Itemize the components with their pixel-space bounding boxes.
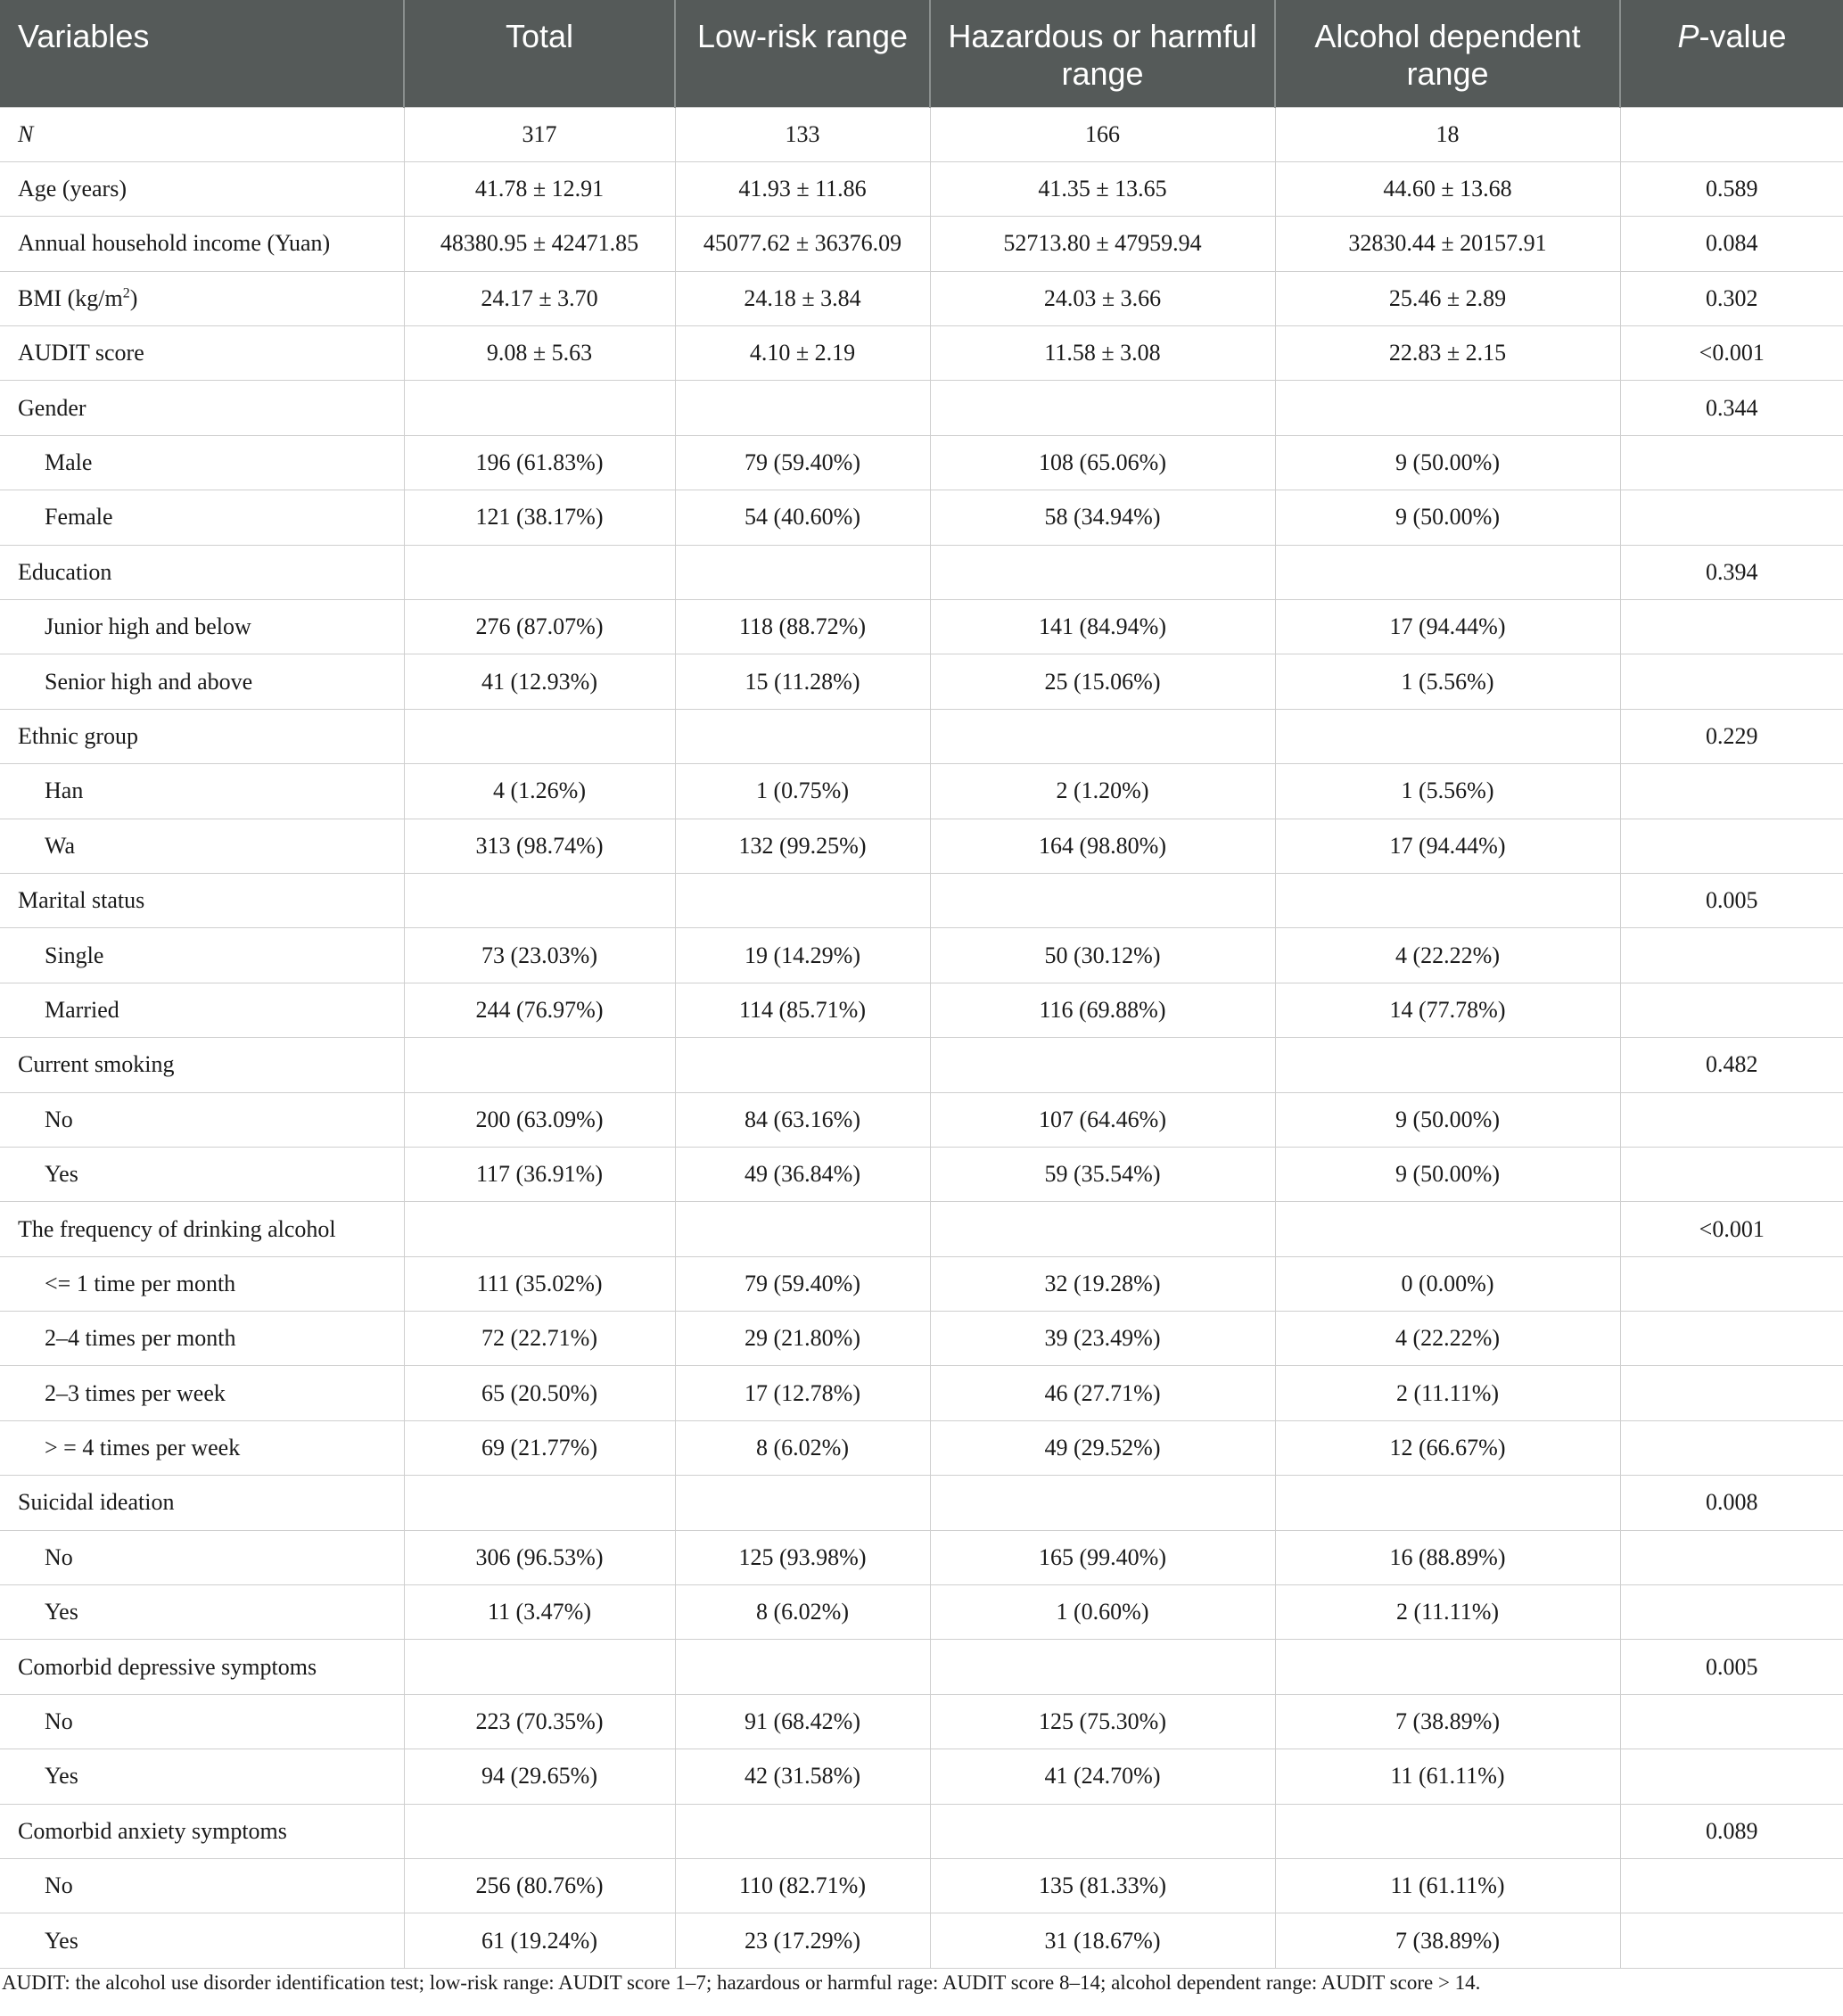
- hazardous-cell: 41 (24.70%): [930, 1749, 1275, 1804]
- variable-cell: [0, 709, 404, 763]
- variable-label: Age (years): [18, 176, 127, 202]
- p-value-cell: 0.589: [1620, 161, 1843, 216]
- hazardous-cell: 107 (64.46%): [930, 1092, 1275, 1147]
- p-value-cell: 0.302: [1620, 271, 1843, 325]
- low-risk-cell: 54 (40.60%): [675, 490, 930, 545]
- variable-label: Yes: [45, 1599, 78, 1625]
- dependent-cell: 18: [1275, 107, 1620, 161]
- variable-cell: [0, 873, 404, 927]
- variable-label: Female: [45, 504, 113, 531]
- dependent-cell: 2 (11.11%): [1275, 1585, 1620, 1640]
- hazardous-cell: 166: [930, 107, 1275, 161]
- dependent-cell: 22.83 ± 2.15: [1275, 326, 1620, 381]
- total-cell: [404, 381, 675, 435]
- table-row: [0, 654, 1843, 709]
- low-risk-cell: 133: [675, 107, 930, 161]
- variable-cell: [0, 1749, 404, 1804]
- dependent-cell: 17 (94.44%): [1275, 819, 1620, 873]
- variable-label: The frequency of drinking alcohol: [18, 1215, 336, 1242]
- total-cell: 41 (12.93%): [404, 654, 675, 709]
- low-risk-cell: 15 (11.28%): [675, 654, 930, 709]
- variable-cell: [0, 1859, 404, 1913]
- hazardous-cell: 2 (1.20%): [930, 764, 1275, 819]
- p-value-cell: 0.394: [1620, 545, 1843, 599]
- variable-label: No: [45, 1708, 73, 1735]
- header-variables: Variables: [0, 0, 404, 107]
- hazardous-cell: [930, 1640, 1275, 1694]
- variable-cell: [0, 1420, 404, 1475]
- p-value-cell: 0.089: [1620, 1804, 1843, 1858]
- dependent-cell: [1275, 873, 1620, 927]
- total-cell: 61 (19.24%): [404, 1913, 675, 1968]
- p-value-cell: [1620, 983, 1843, 1037]
- low-risk-cell: 8 (6.02%): [675, 1585, 930, 1640]
- variable-cell: [0, 161, 404, 216]
- hazardous-cell: 58 (34.94%): [930, 490, 1275, 545]
- dependent-cell: 9 (50.00%): [1275, 435, 1620, 490]
- table-row: [0, 764, 1843, 819]
- hazardous-cell: 39 (23.49%): [930, 1312, 1275, 1366]
- low-risk-cell: 19 (14.29%): [675, 928, 930, 983]
- dependent-cell: 0 (0.00%): [1275, 1256, 1620, 1311]
- variable-label: Suicidal ideation: [18, 1489, 175, 1516]
- dependent-cell: 7 (38.89%): [1275, 1694, 1620, 1749]
- header-p-value: [1620, 0, 1843, 107]
- low-risk-cell: [675, 873, 930, 927]
- dependent-cell: 4 (22.22%): [1275, 1312, 1620, 1366]
- hazardous-cell: 165 (99.40%): [930, 1530, 1275, 1584]
- dependent-cell: 9 (50.00%): [1275, 1147, 1620, 1201]
- p-value-cell: [1620, 1913, 1843, 1968]
- variable-label: Single: [45, 942, 104, 968]
- total-cell: [404, 1476, 675, 1530]
- low-risk-cell: [675, 1640, 930, 1694]
- table-row: [0, 1913, 1843, 1968]
- variable-label: Yes: [45, 1927, 78, 1954]
- variable-cell: [0, 654, 404, 709]
- total-cell: 276 (87.07%): [404, 600, 675, 654]
- low-risk-cell: 125 (93.98%): [675, 1530, 930, 1584]
- total-cell: 69 (21.77%): [404, 1420, 675, 1475]
- table-row: [0, 1859, 1843, 1913]
- p-value-cell: 0.005: [1620, 1640, 1843, 1694]
- variable-cell: [0, 1147, 404, 1201]
- hazardous-cell: 141 (84.94%): [930, 600, 1275, 654]
- variable-cell: [0, 271, 404, 325]
- dependent-cell: 4 (22.22%): [1275, 928, 1620, 983]
- variable-cell: [0, 490, 404, 545]
- low-risk-cell: 45077.62 ± 36376.09: [675, 217, 930, 271]
- total-cell: 256 (80.76%): [404, 1859, 675, 1913]
- variable-label: BMI (kg/m: [18, 284, 123, 311]
- dependent-cell: [1275, 1202, 1620, 1256]
- dependent-cell: 12 (66.67%): [1275, 1420, 1620, 1475]
- hazardous-cell: 164 (98.80%): [930, 819, 1275, 873]
- p-value-cell: [1620, 1256, 1843, 1311]
- low-risk-cell: [675, 1476, 930, 1530]
- variable-label: Senior high and above: [45, 668, 253, 695]
- variable-cell: [0, 1640, 404, 1694]
- variable-label: Junior high and below: [45, 613, 251, 640]
- variable-label: Married: [45, 996, 119, 1023]
- header-p-suffix: -value: [1699, 18, 1787, 54]
- total-cell: 111 (35.02%): [404, 1256, 675, 1311]
- variable-cell: [0, 1476, 404, 1530]
- p-value-cell: [1620, 1312, 1843, 1366]
- total-cell: [404, 1640, 675, 1694]
- total-cell: 48380.95 ± 42471.85: [404, 217, 675, 271]
- p-value-cell: [1620, 1366, 1843, 1420]
- hazardous-cell: [930, 1038, 1275, 1092]
- low-risk-cell: 41.93 ± 11.86: [675, 161, 930, 216]
- p-value-cell: [1620, 654, 1843, 709]
- variable-label: Current smoking: [18, 1051, 175, 1078]
- table-row: [0, 161, 1843, 216]
- total-cell: 41.78 ± 12.91: [404, 161, 675, 216]
- variable-label: Yes: [45, 1161, 78, 1188]
- low-risk-cell: 91 (68.42%): [675, 1694, 930, 1749]
- p-value-cell: [1620, 1585, 1843, 1640]
- variable-label-end: ): [129, 284, 138, 311]
- table-footnote: AUDIT: the alcohol use disorder identification test; low-risk range: AUDIT score 1–7; hazardous or harmful rage: AUDIT score 8–14; alcohol dependent range: AUDIT score > 14.: [2, 1971, 1481, 1994]
- variable-label: Annual household income (Yuan): [18, 230, 331, 257]
- variable-cell: [0, 1694, 404, 1749]
- hazardous-cell: 1 (0.60%): [930, 1585, 1275, 1640]
- hazardous-cell: 135 (81.33%): [930, 1859, 1275, 1913]
- dependent-cell: 9 (50.00%): [1275, 490, 1620, 545]
- total-cell: 24.17 ± 3.70: [404, 271, 675, 325]
- dependent-cell: 17 (94.44%): [1275, 600, 1620, 654]
- low-risk-cell: [675, 1202, 930, 1256]
- dependent-cell: 1 (5.56%): [1275, 654, 1620, 709]
- variable-cell: [0, 1312, 404, 1366]
- dependent-cell: [1275, 381, 1620, 435]
- table-row: [0, 1092, 1843, 1147]
- variable-cell: [0, 107, 404, 161]
- hazardous-cell: [930, 381, 1275, 435]
- variable-cell: [0, 1804, 404, 1858]
- total-cell: [404, 1804, 675, 1858]
- total-cell: 200 (63.09%): [404, 1092, 675, 1147]
- variable-cell: [0, 326, 404, 381]
- variable-label: Yes: [45, 1763, 78, 1790]
- p-value-cell: [1620, 928, 1843, 983]
- hazardous-cell: 31 (18.67%): [930, 1913, 1275, 1968]
- table-row: [0, 983, 1843, 1037]
- low-risk-cell: 1 (0.75%): [675, 764, 930, 819]
- hazardous-cell: 32 (19.28%): [930, 1256, 1275, 1311]
- total-cell: 65 (20.50%): [404, 1366, 675, 1420]
- p-value-cell: [1620, 1694, 1843, 1749]
- low-risk-cell: 4.10 ± 2.19: [675, 326, 930, 381]
- header-p-italic: P: [1677, 18, 1699, 54]
- low-risk-cell: 24.18 ± 3.84: [675, 271, 930, 325]
- low-risk-cell: 79 (59.40%): [675, 1256, 930, 1311]
- variable-label: Comorbid anxiety symptoms: [18, 1817, 287, 1844]
- dependent-cell: [1275, 545, 1620, 599]
- low-risk-cell: 118 (88.72%): [675, 600, 930, 654]
- table-row: [0, 1640, 1843, 1694]
- hazardous-cell: [930, 1202, 1275, 1256]
- dependent-cell: 1 (5.56%): [1275, 764, 1620, 819]
- hazardous-cell: [930, 1476, 1275, 1530]
- total-cell: [404, 1038, 675, 1092]
- header-low-risk: Low-risk range: [675, 0, 930, 107]
- variable-label: Comorbid depressive symptoms: [18, 1653, 317, 1680]
- low-risk-cell: 84 (63.16%): [675, 1092, 930, 1147]
- table-row: [0, 107, 1843, 161]
- total-cell: 94 (29.65%): [404, 1749, 675, 1804]
- hazardous-cell: 50 (30.12%): [930, 928, 1275, 983]
- p-value-cell: [1620, 600, 1843, 654]
- total-cell: [404, 873, 675, 927]
- variable-label: > = 4 times per week: [45, 1435, 241, 1461]
- variable-label: <= 1 time per month: [45, 1270, 236, 1296]
- hazardous-cell: 25 (15.06%): [930, 654, 1275, 709]
- hazardous-cell: [930, 1804, 1275, 1858]
- variable-label: Han: [45, 778, 84, 804]
- dependent-cell: 2 (11.11%): [1275, 1366, 1620, 1420]
- variable-cell: [0, 1585, 404, 1640]
- variable-cell: [0, 1038, 404, 1092]
- dependent-cell: 11 (61.11%): [1275, 1859, 1620, 1913]
- table-row: [0, 1366, 1843, 1420]
- total-cell: 4 (1.26%): [404, 764, 675, 819]
- table-row: [0, 1256, 1843, 1311]
- p-value-cell: [1620, 435, 1843, 490]
- table-row: [0, 1147, 1843, 1201]
- variable-cell: [0, 1366, 404, 1420]
- hazardous-cell: [930, 545, 1275, 599]
- dependent-cell: [1275, 1038, 1620, 1092]
- total-cell: 9.08 ± 5.63: [404, 326, 675, 381]
- table-row: [0, 1530, 1843, 1584]
- header-hazardous: Hazardous or harmful range: [930, 0, 1275, 107]
- variable-cell: [0, 381, 404, 435]
- dependent-cell: 44.60 ± 13.68: [1275, 161, 1620, 216]
- dependent-cell: 25.46 ± 2.89: [1275, 271, 1620, 325]
- low-risk-cell: [675, 381, 930, 435]
- hazardous-cell: 46 (27.71%): [930, 1366, 1275, 1420]
- variable-cell: [0, 1202, 404, 1256]
- variable-label: Education: [18, 558, 112, 585]
- total-cell: 117 (36.91%): [404, 1147, 675, 1201]
- low-risk-cell: 29 (21.80%): [675, 1312, 930, 1366]
- total-cell: 73 (23.03%): [404, 928, 675, 983]
- table-row: [0, 271, 1843, 325]
- total-cell: [404, 545, 675, 599]
- p-value-cell: <0.001: [1620, 326, 1843, 381]
- p-value-cell: [1620, 819, 1843, 873]
- total-cell: 313 (98.74%): [404, 819, 675, 873]
- header-row: [0, 0, 1843, 107]
- low-risk-cell: [675, 545, 930, 599]
- variable-label: Marital status: [18, 887, 145, 914]
- hazardous-cell: 59 (35.54%): [930, 1147, 1275, 1201]
- table-row: [0, 1420, 1843, 1475]
- p-value-cell: 0.482: [1620, 1038, 1843, 1092]
- variable-cell: [0, 1530, 404, 1584]
- low-risk-cell: [675, 1038, 930, 1092]
- variable-label: Ethnic group: [18, 722, 139, 749]
- variable-label: Gender: [18, 394, 86, 421]
- dependent-cell: 11 (61.11%): [1275, 1749, 1620, 1804]
- variable-label: No: [45, 1872, 73, 1899]
- p-value-cell: 0.229: [1620, 709, 1843, 763]
- variable-cell: [0, 435, 404, 490]
- low-risk-cell: 8 (6.02%): [675, 1420, 930, 1475]
- p-value-cell: [1620, 1420, 1843, 1475]
- hazardous-cell: 24.03 ± 3.66: [930, 271, 1275, 325]
- p-value-cell: 0.008: [1620, 1476, 1843, 1530]
- total-cell: 72 (22.71%): [404, 1312, 675, 1366]
- variable-superscript: 2: [122, 285, 130, 301]
- dependent-cell: [1275, 1640, 1620, 1694]
- variable-label: No: [45, 1106, 73, 1132]
- low-risk-cell: 114 (85.71%): [675, 983, 930, 1037]
- hazardous-cell: [930, 709, 1275, 763]
- table-row: [0, 1804, 1843, 1858]
- p-value-cell: [1620, 1092, 1843, 1147]
- table-row: [0, 873, 1843, 927]
- table-row: [0, 326, 1843, 381]
- low-risk-cell: 17 (12.78%): [675, 1366, 930, 1420]
- total-cell: 196 (61.83%): [404, 435, 675, 490]
- variable-cell: [0, 545, 404, 599]
- total-cell: 11 (3.47%): [404, 1585, 675, 1640]
- p-value-cell: [1620, 107, 1843, 161]
- dependent-cell: 32830.44 ± 20157.91: [1275, 217, 1620, 271]
- hazardous-cell: 49 (29.52%): [930, 1420, 1275, 1475]
- table-row: [0, 1585, 1843, 1640]
- hazardous-cell: 11.58 ± 3.08: [930, 326, 1275, 381]
- total-cell: 121 (38.17%): [404, 490, 675, 545]
- table-row: [0, 1694, 1843, 1749]
- table-row: [0, 490, 1843, 545]
- p-value-cell: 0.084: [1620, 217, 1843, 271]
- hazardous-cell: 41.35 ± 13.65: [930, 161, 1275, 216]
- p-value-cell: [1620, 1147, 1843, 1201]
- variable-label: AUDIT score: [18, 340, 144, 366]
- variable-cell: [0, 764, 404, 819]
- table-row: [0, 928, 1843, 983]
- dependent-cell: [1275, 709, 1620, 763]
- dependent-cell: 16 (88.89%): [1275, 1530, 1620, 1584]
- low-risk-cell: 79 (59.40%): [675, 435, 930, 490]
- variable-label: Male: [45, 449, 93, 476]
- dependent-cell: 9 (50.00%): [1275, 1092, 1620, 1147]
- variable-label: No: [45, 1543, 73, 1570]
- variable-cell: [0, 819, 404, 873]
- low-risk-cell: 110 (82.71%): [675, 1859, 930, 1913]
- table-row: [0, 217, 1843, 271]
- table-row: [0, 545, 1843, 599]
- variable-cell: [0, 1913, 404, 1968]
- p-value-cell: [1620, 1530, 1843, 1584]
- variable-cell: [0, 928, 404, 983]
- hazardous-cell: 52713.80 ± 47959.94: [930, 217, 1275, 271]
- hazardous-cell: 125 (75.30%): [930, 1694, 1275, 1749]
- table-row: [0, 819, 1843, 873]
- p-value-cell: 0.344: [1620, 381, 1843, 435]
- table-row: [0, 1749, 1843, 1804]
- low-risk-cell: 132 (99.25%): [675, 819, 930, 873]
- dependent-cell: [1275, 1804, 1620, 1858]
- variable-cell: [0, 1092, 404, 1147]
- table-row: [0, 600, 1843, 654]
- variable-cell: [0, 217, 404, 271]
- total-cell: 223 (70.35%): [404, 1694, 675, 1749]
- variable-label: 2–4 times per month: [45, 1325, 236, 1352]
- p-value-cell: [1620, 1749, 1843, 1804]
- header-total: Total: [404, 0, 675, 107]
- p-value-cell: [1620, 764, 1843, 819]
- variable-cell: [0, 983, 404, 1037]
- total-cell: [404, 709, 675, 763]
- table-row: [0, 1202, 1843, 1256]
- hazardous-cell: 116 (69.88%): [930, 983, 1275, 1037]
- table-row: [0, 1312, 1843, 1366]
- dependent-cell: 14 (77.78%): [1275, 983, 1620, 1037]
- hazardous-cell: 108 (65.06%): [930, 435, 1275, 490]
- table-row: [0, 381, 1843, 435]
- low-risk-cell: [675, 709, 930, 763]
- total-cell: 306 (96.53%): [404, 1530, 675, 1584]
- variable-cell: [0, 600, 404, 654]
- variable-label: 2–3 times per week: [45, 1379, 226, 1406]
- total-cell: [404, 1202, 675, 1256]
- low-risk-cell: [675, 1804, 930, 1858]
- p-value-cell: <0.001: [1620, 1202, 1843, 1256]
- p-value-cell: [1620, 490, 1843, 545]
- table-row: [0, 709, 1843, 763]
- low-risk-cell: 23 (17.29%): [675, 1913, 930, 1968]
- dependent-cell: 7 (38.89%): [1275, 1913, 1620, 1968]
- total-cell: 244 (76.97%): [404, 983, 675, 1037]
- variable-label: Wa: [45, 832, 75, 859]
- low-risk-cell: 49 (36.84%): [675, 1147, 930, 1201]
- variable-cell: [0, 1256, 404, 1311]
- total-cell: 317: [404, 107, 675, 161]
- hazardous-cell: [930, 873, 1275, 927]
- variable-label: N: [18, 120, 34, 147]
- p-value-cell: 0.005: [1620, 873, 1843, 927]
- dependent-cell: [1275, 1476, 1620, 1530]
- table-row: [0, 435, 1843, 490]
- p-value-cell: [1620, 1859, 1843, 1913]
- table-row: [0, 1476, 1843, 1530]
- table-row: [0, 1038, 1843, 1092]
- low-risk-cell: 42 (31.58%): [675, 1749, 930, 1804]
- header-dependent: Alcohol dependent range: [1275, 0, 1620, 107]
